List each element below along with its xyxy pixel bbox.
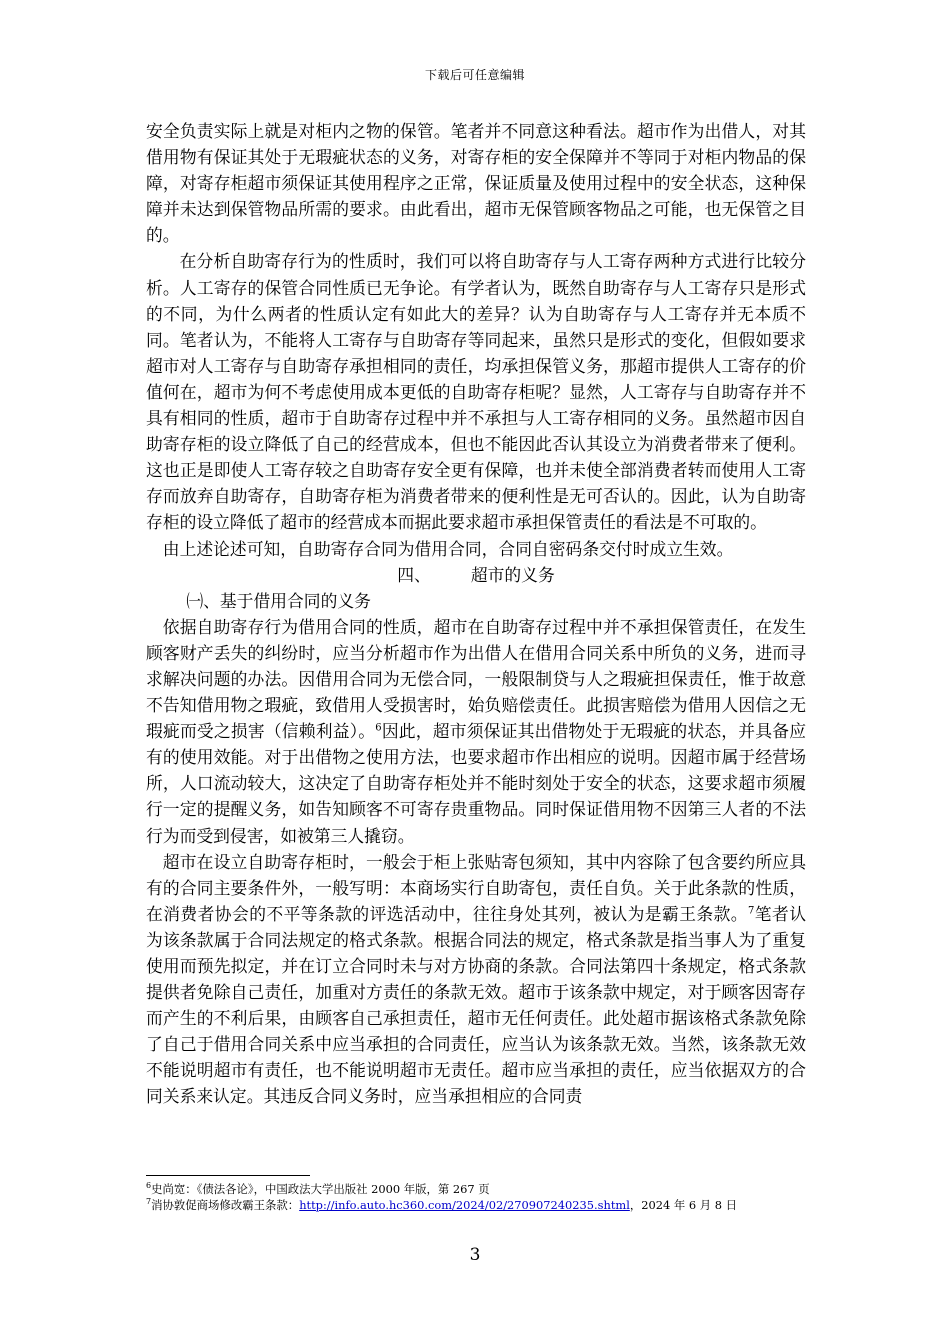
footnote-text: 消协敦促商场修改霸王条款： [151,1198,300,1212]
footnote-mark: 7 [146,1197,152,1207]
page-number: 3 [469,1245,481,1265]
paragraph [146,614,806,849]
paragraph-text: 超市在设立自助寄存柜时，一般会于柜上张贴寄包须知，其中内容除了包含要约所应具有的合同主要条件外，一般写明：本商场实行自助寄包，责任自负。关于此条款的性质，在消费者协会的不平等条款的评选活动中，往往身处其列，被认为是霸王条款。 [146,851,806,924]
section-number: 四、 [397,564,431,585]
paragraph: 由上述论述可知，自助寄存合同为借用合同，合同自密码条交付时成立生效。 [162,538,734,559]
footnote-link[interactable]: http://info.auto.hc360.com/2024/02/270907240235.shtml [299,1198,630,1212]
paragraph-text: 因此，超市须保证其出借物处于无瑕疵的状态，并具备应有的使用效能。对于出借物之使用方法，也要求超市作出相应的说明。因超市属于经营场所，人口流动较大，这决定了自助寄存柜处并不能时刻处于安全的状态，这要求超市须履行一定的提醒义务，如告知顾客不可寄存贵重物品。同时保证借用物不因第三人者的不法行为而受到侵害，如被第三人撬窃。 [146,721,806,846]
paragraph-text: 笔者认为该条款属于合同法规定的格式条款。根据合同法的规定，格式条款是指当事人为了重复使用而预先拟定，并在订立合同时未与对方协商的条款。合同法第四十条规定，格式条款提供者免除自己责任，加重对方责任的条款无效。超市于该条款中规定，对于顾客因寄存而产生的不利后果，由顾客自己承担责任，超市无任何责任。此处超市据该格式条款免除了自己于借用合同关系中应当承担的合同责任，应当认为该条款无效。当然，该条款无效不能说明超市有责任，也不能说明超市无责任。超市应当承担的责任，应当依据双方的合同关系来认定。其违反合同义务时，应当承担相应的合同责 [146,903,806,1107]
footnote-text: 史尚宽：《债法各论》，中国政法大学出版社 2000 年版，第 267 页 [151,1182,490,1196]
footnote-7 [146,1197,816,1213]
footnote-divider [146,1175,310,1176]
section-heading [146,562,806,588]
footnote-mark: 6 [146,1181,152,1191]
footnote-6 [146,1181,816,1197]
footnote-text: ，2024 年 6 月 8 日 [629,1198,737,1212]
paragraph: 在分析自助寄存行为的性质时，我们可以将自助寄存与人工寄存两种方式进行比较分析。人工寄存的保管合同性质已无争论。有学者认为，既然自助寄存与人工寄存只是形式的不同，为什么两者的性质认定有如此大的差异？认为自助寄存与人工寄存并无本质不同。笔者认为，不能将人工寄存与自助寄存等同起来，虽然只是形式的变化，但假如要求超市对人工寄存与自助寄存承担相同的责任，均承担保管义务，那超市提供人工寄存的价值何在，超市为何不考虑使用成本更低的自助寄存柜呢？显然，人工寄存与自助寄存并不具有相同的性质，超市于自助寄存过程中并不承担与人工寄存相同的义务。虽然超市因自助寄存柜的设立降低了自己的经营成本，但也不能因此否认其设立为消费者带来了便利。这也正是即使人工寄存较之自助寄存安全更有保障，也并未使全部消费者转而使用人工寄存而放弃自助寄存，自助寄存柜为消费者带来的便利性是无可否认的。因此，认为自助寄存柜的设立降低了超市的经营成本而据此要求超市承担保管责任的看法是不可取的。 [146,251,806,533]
body-text [146,118,806,1110]
footnotes [146,1181,816,1213]
footnote-ref[interactable]: 7 [748,905,755,917]
subheading: ㈠、基于借用合同的义务 [186,590,371,611]
paragraph-text: 依据自助寄存行为借用合同的性质，超市在自助寄存过程中并不承担保管责任，在发生顾客财产丢失的纠纷时，应当分析超市作为出借人在借用合同关系中所负的义务，进而寻求解决问题的办法。因借用合同为无偿合同，一般限制贷与人之瑕疵担保责任，惟于故意不告知借用物之瑕疵，致借用人受损害时，始负赔偿责任。此损害赔偿为借用人因信之无瑕疵而受之损害（信赖利益）。 [146,616,806,742]
page-header: 下载后可任意编辑 [424,68,525,82]
section-title: 超市的义务 [470,564,555,585]
paragraph [146,849,806,1110]
paragraph: 安全负责实际上就是对柜内之物的保管。笔者并不同意这种看法。超市作为出借人，对其借用物有保证其处于无瑕疵状态的义务，对寄存柜的安全保障并不等同于对柜内物品的保障，对寄存柜超市须保证其使用程序之正常，保证质量及使用过程中的安全状态，这种保障并未达到保管物品所需的要求。由此看出，超市无保管顾客物品之可能，也无保管之目的。 [146,121,806,246]
footnote-ref[interactable]: 6 [375,722,382,734]
